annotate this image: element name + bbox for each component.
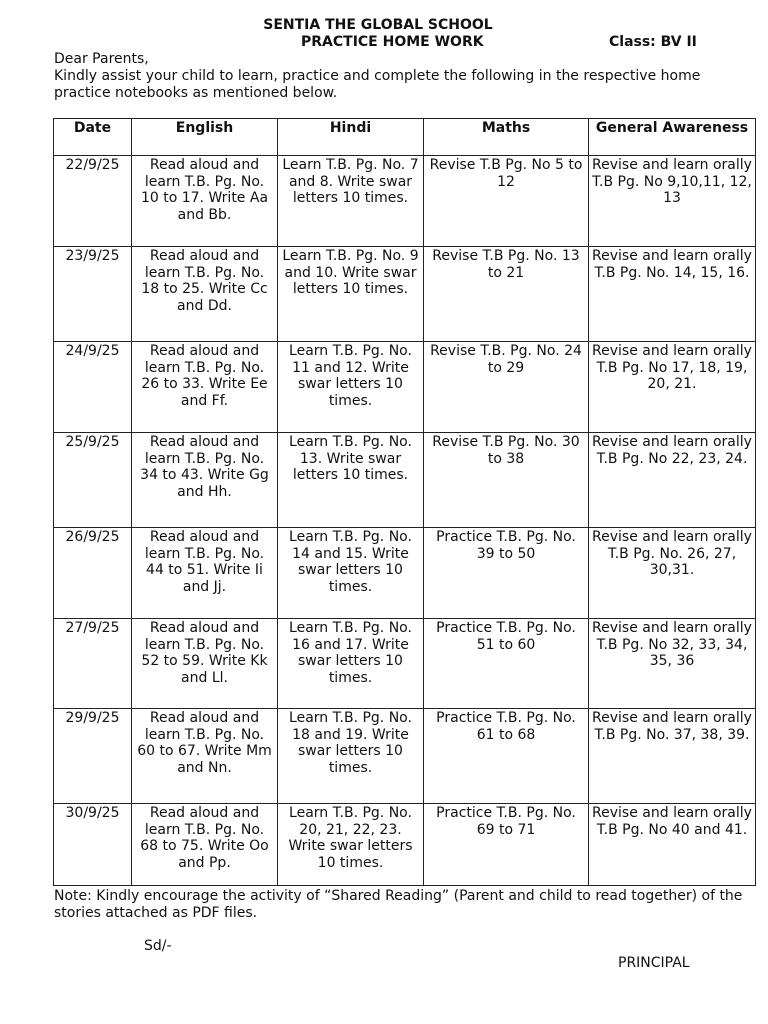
date-cell: 23/9/25 — [54, 247, 132, 342]
date-cell: 26/9/25 — [54, 528, 132, 619]
maths-cell: Revise T.B Pg. No 5 to 12 — [424, 156, 589, 247]
maths-cell: Practice T.B. Pg. No. 69 to 71 — [424, 804, 589, 886]
general-awareness-cell: Revise and learn orally T.B Pg. No 32, 33, 34, 35, 36 — [589, 619, 756, 709]
english-cell: Read aloud and learn T.B. Pg. No. 18 to 25. Write Cc and Dd. — [132, 247, 278, 342]
class-label: Class: BV II — [609, 34, 697, 50]
maths-cell: Practice T.B. Pg. No. 61 to 68 — [424, 709, 589, 804]
homework-table — [53, 118, 756, 886]
english-cell: Read aloud and learn T.B. Pg. No. 10 to 17. Write Aa and Bb. — [132, 156, 278, 247]
hindi-cell: Learn T.B. Pg. No. 9 and 10. Write swar letters 10 times. — [278, 247, 424, 342]
table-header-row — [54, 119, 756, 156]
column-header-hindi: Hindi — [278, 119, 424, 156]
general-awareness-cell: Revise and learn orally T.B Pg. No. 26, 27, 30,31. — [589, 528, 756, 619]
maths-cell: Revise T.B. Pg. No. 24 to 29 — [424, 342, 589, 433]
table-row — [54, 247, 756, 342]
note-text: Note: Kindly encourage the activity of “Shared Reading” (Parent and child to read together) of the stories attached as PDF files. — [54, 888, 743, 921]
general-awareness-cell: Revise and learn orally T.B Pg. No. 37, 38, 39. — [589, 709, 756, 804]
general-awareness-cell: Revise and learn orally T.B Pg. No. 14, 15, 16. — [589, 247, 756, 342]
page-title: PRACTICE HOME WORK — [301, 34, 484, 50]
hindi-cell: Learn T.B. Pg. No. 11 and 12. Write swar letters 10 times. — [278, 342, 424, 433]
hindi-cell: Learn T.B. Pg. No. 16 and 17. Write swar letters 10 times. — [278, 619, 424, 709]
date-cell: 24/9/25 — [54, 342, 132, 433]
date-cell: 29/9/25 — [54, 709, 132, 804]
table-row — [54, 342, 756, 433]
column-header-maths: Maths — [424, 119, 589, 156]
maths-cell: Revise T.B Pg. No. 30 to 38 — [424, 433, 589, 528]
english-cell: Read aloud and learn T.B. Pg. No. 68 to 75. Write Oo and Pp. — [132, 804, 278, 886]
english-cell: Read aloud and learn T.B. Pg. No. 60 to 67. Write Mm and Nn. — [132, 709, 278, 804]
greeting: Dear Parents, — [54, 51, 149, 67]
hindi-cell: Learn T.B. Pg. No. 20, 21, 22, 23. Write swar letters 10 times. — [278, 804, 424, 886]
table-row — [54, 709, 756, 804]
date-cell: 27/9/25 — [54, 619, 132, 709]
table-row — [54, 619, 756, 709]
english-cell: Read aloud and learn T.B. Pg. No. 34 to 43. Write Gg and Hh. — [132, 433, 278, 528]
general-awareness-cell: Revise and learn orally T.B Pg. No 40 and 41. — [589, 804, 756, 886]
maths-cell: Revise T.B Pg. No. 13 to 21 — [424, 247, 589, 342]
general-awareness-cell: Revise and learn orally T.B Pg. No 22, 23, 24. — [589, 433, 756, 528]
column-header-date: Date — [54, 119, 132, 156]
school-name: SENTIA THE GLOBAL SCHOOL — [263, 17, 493, 33]
maths-cell: Practice T.B. Pg. No. 39 to 50 — [424, 528, 589, 619]
signature-mark: Sd/- — [144, 938, 172, 954]
english-cell: Read aloud and learn T.B. Pg. No. 26 to 33. Write Ee and Ff. — [132, 342, 278, 433]
date-cell: 30/9/25 — [54, 804, 132, 886]
general-awareness-cell: Revise and learn orally T.B Pg. No 9,10,11, 12, 13 — [589, 156, 756, 247]
table-row — [54, 804, 756, 886]
hindi-cell: Learn T.B. Pg. No. 7 and 8. Write swar letters 10 times. — [278, 156, 424, 247]
hindi-cell: Learn T.B. Pg. No. 14 and 15. Write swar letters 10 times. — [278, 528, 424, 619]
date-cell: 25/9/25 — [54, 433, 132, 528]
table-row — [54, 528, 756, 619]
general-awareness-cell: Revise and learn orally T.B Pg. No 17, 18, 19, 20, 21. — [589, 342, 756, 433]
hindi-cell: Learn T.B. Pg. No. 18 and 19. Write swar letters 10 times. — [278, 709, 424, 804]
signatory-title: PRINCIPAL — [618, 955, 690, 971]
maths-cell: Practice T.B. Pg. No. 51 to 60 — [424, 619, 589, 709]
column-header-english: English — [132, 119, 278, 156]
english-cell: Read aloud and learn T.B. Pg. No. 44 to 51. Write Ii and Jj. — [132, 528, 278, 619]
instruction-text: Kindly assist your child to learn, practice and complete the following in the respective home practice notebooks as mentioned below. — [54, 68, 701, 101]
column-header-general-awareness: General Awareness — [589, 119, 756, 156]
table-row — [54, 156, 756, 247]
hindi-cell: Learn T.B. Pg. No. 13. Write swar letters 10 times. — [278, 433, 424, 528]
english-cell: Read aloud and learn T.B. Pg. No. 52 to 59. Write Kk and Ll. — [132, 619, 278, 709]
date-cell: 22/9/25 — [54, 156, 132, 247]
table-row — [54, 433, 756, 528]
